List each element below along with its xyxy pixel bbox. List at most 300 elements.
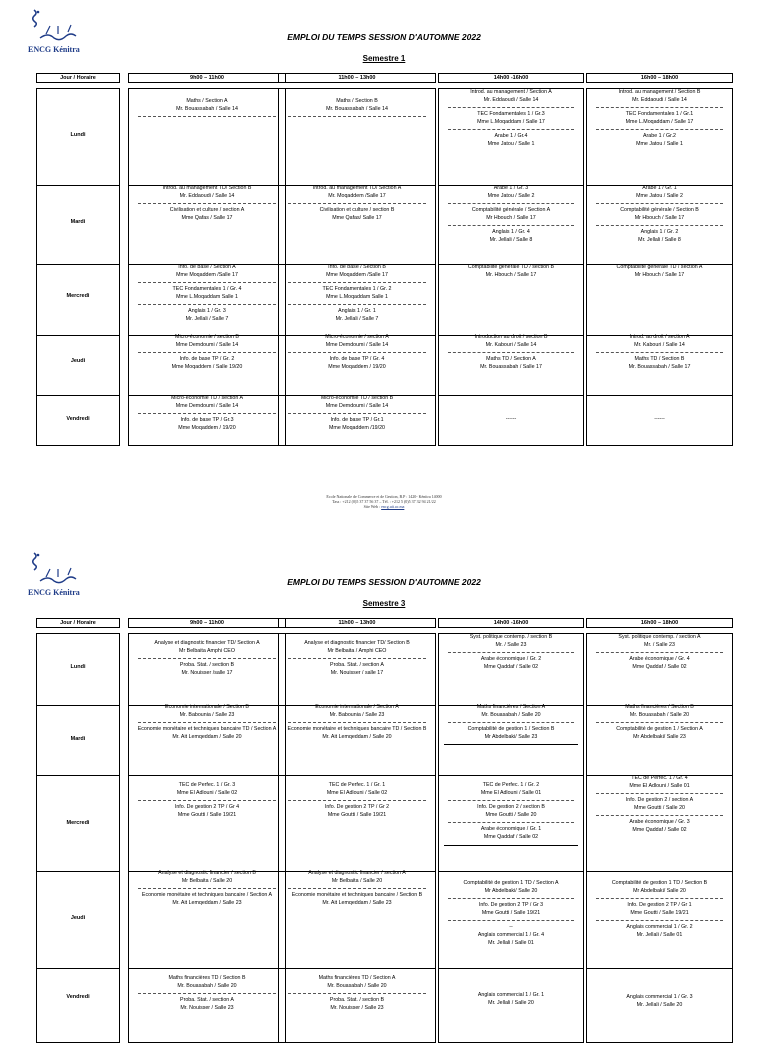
course-entry (280, 782, 434, 797)
course-line: Economie internationale / Section A (315, 704, 399, 710)
course-line: Mme Qaddaf / Salle 02 (632, 663, 687, 670)
course-line: Mr. Bouasabah / Salle 20 (177, 982, 237, 989)
course-line: Mr. Nouisser / Salle 23 (330, 1004, 384, 1011)
course-line: Mr. Jellali / Salle 7 (185, 315, 229, 322)
course-entry (130, 662, 284, 677)
course-line: Anglais commercial 1 / Gr. 1 (477, 992, 545, 998)
course-line: Anglais 1 / Gr. 1 (338, 308, 376, 315)
course-line: Arabe 1 / Gr. 1 (642, 185, 677, 191)
course-line: Syst. politique contemp. / section B (469, 634, 553, 640)
course-entry (280, 726, 434, 741)
course-line: Mme Demdoumi / Salle 14 (325, 341, 389, 348)
course-line: Mme Jatou / Salle 1 (636, 140, 683, 147)
course-line: Info. de base TP / Gr.1 (330, 417, 384, 424)
course-line: Analyse et diagnostic financier TD/ Section B (304, 640, 410, 646)
course-entry (440, 356, 582, 371)
course-line: Mr Hbouch / Salle 17 (486, 214, 536, 221)
course-line: Mr. Nouisser / salle 17 (330, 669, 384, 676)
course-entry (130, 975, 284, 990)
course-entry (130, 804, 284, 819)
course-line: Mme Moqaddem /Salle 17 (326, 271, 388, 278)
course-line: Arabe économique / Gr. 2 (480, 656, 542, 663)
course-entry (280, 662, 434, 677)
course-entry (280, 334, 434, 349)
course-line: Maths financières / Section A (476, 704, 546, 710)
course-line: Comptabilité générale TD / section A (616, 264, 703, 270)
semester-label: Semestre 1 (362, 54, 406, 63)
course-entry (440, 826, 582, 841)
course-line: Mme Qafas/ Salle 17 (332, 214, 382, 221)
header-slot-3: 14h00 -16h00 (438, 73, 584, 83)
course-line: Mr. / Salle 23 (495, 641, 527, 648)
s3-mardi-11h (280, 704, 434, 741)
course-line: Mme Moqaddem / Salle 19/20 (171, 363, 243, 370)
day-lundi: Lundi (70, 132, 86, 138)
course-entry (588, 89, 731, 104)
s1-mardi-16h (588, 185, 731, 245)
course-entry (588, 819, 731, 834)
course-entry (130, 417, 284, 432)
course-entry (280, 207, 434, 222)
s1-vendredi-9h (130, 395, 284, 432)
course-entry (130, 286, 284, 301)
page-title-2: EMPLOI DU TEMPS SESSION D'AUTOMNE 2022 (287, 577, 481, 587)
course-entry (130, 334, 284, 349)
course-line: TEC Fondamentales 1 / Gr.1 (625, 111, 694, 118)
course-line: TEC de Perfec. 1 / Gr. 1 (328, 782, 386, 788)
course-line: Mr Abdelbaki/ Salle 20 (484, 887, 538, 894)
course-line: Mr. Eddaoudi / Salle 14 (179, 192, 235, 199)
s1-mercredi-14h (440, 264, 582, 279)
course-entry (440, 704, 582, 719)
course-line: Mme Moqaddem / 19/20 (328, 363, 386, 370)
footer (0, 494, 768, 509)
course-entry (130, 892, 284, 907)
course-entry (280, 308, 434, 323)
course-line: Mme Jatou / Salle 1 (487, 140, 535, 147)
header-slot-2: 11h00 – 13h00 (278, 618, 436, 628)
course-line: Mr. Jellali / Salle 20 (488, 999, 534, 1006)
s3-mardi-16h (588, 704, 731, 741)
s1-mercredi-9h (130, 264, 284, 324)
s1-jeudi-9h (130, 334, 284, 371)
course-line: Mr. Jellali / Salle 01 (636, 931, 683, 938)
course-line: Mr. Babounia / Salle 23 (329, 711, 385, 718)
s1-vendredi-11h (280, 395, 434, 432)
day-vendredi: Vendredi (66, 994, 90, 1000)
course-line: Mr. Bouassabah / Salle 17 (480, 363, 542, 370)
course-line: Micro-économie TD / section B (320, 395, 394, 401)
s1-mardi-14h (440, 185, 582, 245)
course-line: Mme Moqaddem /19/20 (329, 424, 385, 431)
course-entry (588, 207, 731, 222)
course-line: Analyse et diagnostic financier / section A (308, 870, 406, 876)
s3-lundi-14h (440, 634, 582, 671)
course-line: Arabe économique / Gr. 1 (480, 826, 542, 833)
course-line: Comptabilité de gestion 1 / Section B (467, 726, 555, 733)
day-lundi: Lundi (70, 664, 86, 670)
course-line: Economie monétaire et techniques bancaire / Section B (291, 892, 423, 899)
course-entry (130, 782, 284, 797)
course-line: Introd. au management / Section B (618, 89, 701, 95)
course-entry (130, 264, 284, 279)
course-entry (588, 726, 731, 741)
header-slot-4: 16h00 – 18h00 (586, 73, 733, 83)
s1-lundi-16h (588, 89, 731, 149)
course-line: Analyse et diagnostic financier TD/ Section A (154, 640, 260, 646)
s3-vendredi-16h (588, 994, 731, 1009)
course-entry (588, 656, 731, 671)
course-line: Mr. Jellali / Salle 7 (335, 315, 379, 322)
course-line: Mr. Nouisser /salle 17 (181, 669, 233, 676)
course-line: Mr. Jellali / Salle 8 (638, 236, 681, 243)
course-line: Mr Belbaita / Amphi CEO (327, 647, 387, 654)
s1-lundi-11h (280, 98, 434, 120)
course-entry (588, 880, 731, 895)
course-line: Comptabilité générale / Section B (620, 207, 699, 214)
course-entry (440, 185, 582, 200)
course-line: Mr. Kabouri / Salle 14 (634, 341, 685, 348)
course-line: Mme Qaddaf / Salle 02 (483, 833, 539, 840)
course-line: Info. De gestion 2 / section B (477, 804, 545, 811)
course-line: Mr Hbouch / Salle 17 (634, 214, 685, 221)
course-entry (130, 207, 284, 222)
page-title: EMPLOI DU TEMPS SESSION D'AUTOMNE 2022 (287, 32, 481, 42)
course-entry (280, 417, 434, 432)
course-entry (440, 726, 582, 741)
course-entry (440, 656, 582, 671)
course-line: Mme El Adlouni / Salle 02 (176, 789, 238, 796)
s3-vendredi-14h (440, 992, 582, 1007)
course-entry (280, 975, 434, 990)
course-entry (588, 264, 731, 279)
course-entry (130, 98, 284, 113)
footer-phone: Tass : +212 (0)5 37 37 56 37 – Tél. : +212 5 (0)5 37 32 94 21/22 (332, 499, 436, 504)
course-entry (588, 902, 731, 917)
day-mardi: Mardi (70, 736, 86, 742)
course-line: TEC Fondamentales 1 / Gr.3 (477, 111, 545, 118)
course-entry (440, 111, 582, 126)
course-line: Introd. au droit / section A (629, 334, 690, 340)
course-line: Mr. Hbouch / Salle 17 (485, 271, 537, 278)
course-line: Mr Hbouch / Salle 17 (634, 271, 685, 278)
timetable-semestre-1 (36, 73, 733, 446)
course-entry (588, 634, 731, 649)
course-line: Arabe 1 / Gr.2 (643, 133, 676, 140)
s3-lundi-9h (130, 640, 284, 677)
course-line: Info. De gestion 2 TP / Gr 1 (627, 902, 692, 909)
course-line: Anglais 1 / Gr. 3 (188, 308, 226, 315)
course-entry (130, 726, 284, 741)
footer-web-link[interactable]: encg.uit.ac.ma (381, 504, 405, 509)
course-line: Info. de base / Section A (178, 264, 236, 270)
semester-label-3: Semestre 3 (362, 599, 406, 608)
course-line: Economie internationale / Section B (165, 704, 249, 710)
course-entry (130, 185, 284, 200)
course-line: Mr. Ait Lemqeddam / Salle 20 (322, 733, 392, 740)
course-line: Arabe 1 / Gr. 3 (493, 185, 529, 191)
course-line: Mme L.Moqaddam Salle 1 (326, 293, 388, 300)
s1-lundi-9h (130, 98, 284, 120)
s1-vendredi-14h: ------ (505, 416, 517, 422)
course-entry (280, 892, 434, 907)
course-line: Mr Belbaita / Salle 20 (331, 877, 383, 884)
course-entry (130, 640, 284, 655)
brand-name: ENCG Kénitra (28, 588, 80, 597)
course-line: Micro-économie / section A (325, 334, 389, 340)
course-line: Introd. au management TD/ Section B (162, 185, 252, 191)
day-mardi: Mardi (70, 219, 86, 225)
course-line: Maths financières / Section B (625, 704, 694, 710)
course-entry (440, 992, 582, 1007)
course-entry (588, 994, 731, 1009)
course-line: Mme El Adlouni / Salle 01 (480, 789, 542, 796)
course-line: Comptabilité de gestion 1 / Section A (616, 726, 703, 733)
course-line: Proba. Stat. / section A (330, 662, 384, 669)
s3-vendredi-9h (130, 975, 284, 1012)
course-line: Anglais 1 / Gr. 4 (492, 229, 530, 236)
course-line: Syst. politique contemp. / section A (618, 634, 701, 640)
s3-mercredi-14h (440, 782, 582, 849)
course-entry (588, 334, 731, 349)
header-day: Jour / Horaire (36, 73, 120, 83)
course-entry (588, 185, 731, 200)
course-line: Mr Belbaita / Salle 20 (181, 877, 233, 884)
course-line: Mr. Jellali / Salle 20 (636, 1001, 683, 1008)
course-entry (280, 804, 434, 819)
course-line: Mr Abdelbaki/ Salle 23 (484, 733, 538, 740)
course-line: Maths financières TD / Section A (318, 975, 396, 981)
course-entry (588, 924, 731, 939)
course-line: Mme Goutti / Salle 20 (634, 804, 685, 811)
course-line: Info. de base TP / Gr.3 (180, 417, 234, 424)
course-entry (440, 902, 582, 917)
course-line: Mme Goutti / Salle 19/21 (630, 909, 689, 916)
course-entry (588, 111, 731, 126)
course-line: Info. de base / Section B (328, 264, 386, 270)
course-line: Mr. Bouassabah / Salle 14 (176, 105, 238, 112)
course-line: Micro-économie TD / section A (170, 395, 244, 401)
course-entry (130, 997, 284, 1012)
course-line: TEC de Perfec. 1 / Gr. 2 (482, 782, 540, 788)
course-line: Info. de base TP / Gr. 2 (179, 356, 235, 363)
course-line: Mr. Kabouri / Salle 14 (485, 341, 537, 348)
course-line: Micro-économie / section B (175, 334, 239, 340)
course-line: Arabe 1 / Gr.4 (494, 133, 528, 140)
footer-address: Ecole Nationale de Commerce et de Gestion, B.P : 1420- Kénitra 14000 (326, 494, 442, 499)
s3-mardi-9h (130, 704, 284, 741)
course-line: Mme Moqaddem /Salle 17 (176, 271, 238, 278)
course-line: Mme Qafas / Salle 17 (181, 214, 233, 221)
course-line: TEC Fondamentales 1 / Gr. 2 (322, 286, 392, 293)
course-line: Info. De gestion 2 TP / Gr 2 (324, 804, 390, 811)
s1-mardi-11h (280, 185, 434, 222)
course-line: Proba. Stat. / section B (179, 662, 235, 669)
course-line: Maths / Section B (336, 98, 378, 104)
course-line: Mme Goutti / Salle 20 (485, 811, 537, 818)
course-entry (440, 804, 582, 819)
brand-name: ENCG Kénitra (28, 45, 80, 54)
course-line: Mr. Bouasabah / Salle 20 (629, 711, 690, 718)
day-vendredi: Vendredi (66, 416, 90, 422)
course-entry (588, 133, 731, 148)
day-jeudi: Jeudi (70, 358, 86, 364)
course-line: Arabe économique / Gr. 4 (629, 656, 690, 663)
course-line: Mme Goutti / Salle 19/21 (327, 811, 387, 818)
course-line: Mr. Nouisser / Salle 23 (180, 1004, 234, 1011)
course-line: Comptabilité générale / Section A (471, 207, 551, 214)
footer-web-label: Site Web : (363, 504, 381, 509)
s3-jeudi-14h (440, 880, 582, 947)
course-entry (588, 229, 731, 244)
header-slot-4: 16h00 – 18h00 (586, 618, 733, 628)
course-entry (130, 704, 284, 719)
s1-jeudi-14h (440, 334, 582, 371)
day-mercredi: Mercredi (66, 293, 90, 299)
course-line: -- (509, 924, 513, 931)
course-entry (130, 870, 284, 885)
course-line: Comptabilité générale TD / section B (467, 264, 555, 270)
course-line: Mme L.Moqaddam / Salle 17 (477, 118, 545, 125)
course-entry (280, 264, 434, 279)
course-line: Proba. Stat. / section A (180, 997, 234, 1004)
s3-lundi-11h (280, 640, 434, 677)
course-line: Anglais commercial 1 / Gr. 3 (626, 994, 693, 1000)
course-line: Maths TD / Section B (634, 356, 685, 363)
course-line: Arabe économique / Gr. 3 (629, 819, 690, 826)
course-entry (588, 797, 731, 812)
course-entry (280, 286, 434, 301)
s3-jeudi-16h (588, 880, 731, 940)
course-line: Mme Moqaddem / 19/20 (178, 424, 236, 431)
course-line: Mme L.Moqaddam / Salle 17 (625, 118, 694, 125)
s1-jeudi-16h (588, 334, 731, 371)
course-line: Mme Demdoumi / Salle 14 (175, 341, 239, 348)
course-line: TEC de Perfec. 1 / Gr. 3 (178, 782, 236, 788)
day-jeudi: Jeudi (70, 915, 86, 921)
course-line: Mr. Bouasabah / Salle 20 (481, 711, 541, 718)
course-line: Maths / Section A (186, 98, 228, 104)
course-line: Mr. Bouassabah / Salle 17 (628, 363, 691, 370)
course-entry (280, 98, 434, 113)
course-line: Proba. Stat. / section B (329, 997, 385, 1004)
course-entry (588, 356, 731, 371)
s1-lundi-14h (440, 89, 582, 149)
course-line: Analyse et diagnostic financier / section B (158, 870, 256, 876)
header-slot-2: 11h00 – 13h00 (278, 73, 436, 83)
course-entry (280, 704, 434, 719)
course-line: Mr. Ait Lemqeddam / Salle 23 (172, 899, 242, 906)
s3-mercredi-11h (280, 782, 434, 819)
course-line: Anglais commercial 1 / Gr. 2 (626, 924, 693, 931)
course-entry (280, 870, 434, 885)
course-line: Mme Demdoumi / Salle 14 (175, 402, 239, 409)
course-line: Mr. Ait Lemqeddam / Salle 23 (322, 899, 392, 906)
course-line: Mme Qaddaf / Salle 02 (483, 663, 539, 670)
s1-mercredi-16h (588, 264, 731, 279)
course-line: TEC Fondamentales 1 / Gr. 4 (172, 286, 242, 293)
course-line: Info. De gestion 2 TP / Gr 4 (174, 804, 240, 811)
s1-mercredi-11h (280, 264, 434, 324)
course-line: Economie monétaire et techniques bancaire TD / Section B (287, 726, 427, 733)
course-entry (440, 634, 582, 649)
course-entry (280, 185, 434, 200)
course-line: Mr. Jellali / Salle 8 (489, 236, 533, 243)
course-line: Civilisation et culture / section B (319, 207, 395, 214)
course-line: Mr. Eddaoudi / Salle 14 (483, 96, 539, 103)
course-line: Mr. Eddaoudi / Salle 14 (632, 96, 687, 103)
course-line: Mme Jatou / Salle 2 (487, 192, 535, 199)
course-line: Mr. Ait Lemqeddam / Salle 20 (172, 733, 242, 740)
course-line: Mme El Adlouni / Salle 02 (326, 789, 388, 796)
course-line: Mme El Adlouni / Salle 01 (629, 782, 690, 789)
course-line: Civilisation et culture / section A (169, 207, 245, 214)
course-line: Mme Demdoumi / Salle 14 (325, 402, 389, 409)
course-entry (130, 356, 284, 371)
course-line: Mr. Bouassabah / Salle 14 (326, 105, 388, 112)
course-entry (280, 395, 434, 410)
header-slot-1: 9h00 – 11h00 (128, 73, 286, 83)
course-entry (440, 89, 582, 104)
header-slot-3: 14h00 -16h00 (438, 618, 584, 628)
s1-jeudi-11h (280, 334, 434, 371)
course-entry (588, 704, 731, 719)
course-line: Info. de base TP / Gr. 4 (329, 356, 385, 363)
course-line: Economie monétaire et techniques bancaire / Section A (141, 892, 273, 899)
course-line: Mr. Bouasabah / Salle 20 (327, 982, 387, 989)
course-line: TEC de Perfec. 1 / Gr. 4 (631, 775, 688, 781)
course-line: Mr Abdelbaki/ Salle 23 (633, 733, 686, 740)
course-entry (440, 924, 582, 947)
course-entry (280, 356, 434, 371)
course-entry (440, 782, 582, 797)
course-line: Mr. Babounia / Salle 23 (179, 711, 235, 718)
s3-jeudi-11h (280, 870, 434, 907)
s3-mercredi-9h (130, 782, 284, 819)
course-line: Anglais 1 / Gr. 2 (640, 229, 679, 236)
course-line: Comptabilité de gestion 1 TD / Section B (611, 880, 708, 886)
course-line: Mr. Moqaddem /Salle 17 (328, 192, 386, 199)
course-line: Anglais commercial 1 / Gr. 4 (477, 931, 545, 938)
course-line: Mr. / Salle 23 (644, 641, 675, 648)
course-line: Info. De gestion 2 / section A (625, 797, 694, 804)
course-entry (440, 334, 582, 349)
course-line: Mme Qaddaf / Salle 02 (632, 826, 687, 833)
day-mercredi: Mercredi (66, 820, 90, 826)
course-entry (130, 308, 284, 323)
header-day: Jour / Horaire (36, 618, 120, 628)
course-entry (280, 997, 434, 1012)
course-line: Mr. Jellali / Salle 01 (488, 939, 534, 946)
course-entry (130, 395, 284, 410)
header-slot-1: 9h00 – 11h00 (128, 618, 286, 628)
course-line: Introduction au droit / section B (474, 334, 548, 340)
course-line: Comptabilité de gestion 1 TD / Section A (463, 880, 559, 886)
course-line: Mme Jatou / Salle 2 (636, 192, 683, 199)
course-line: Mr Belbaita Amphi CEO (179, 647, 235, 654)
s3-lundi-16h (588, 634, 731, 671)
course-entry (280, 640, 434, 655)
s3-mercredi-16h (588, 775, 731, 835)
course-line: Mme Goutti / Salle 19/21 (177, 811, 237, 818)
course-entry (440, 133, 582, 148)
course-entry (440, 880, 582, 895)
course-entry (588, 775, 731, 790)
course-line: Introd. au management / Section A (470, 89, 552, 95)
s1-mardi-9h (130, 185, 284, 222)
course-line: Mr Abdelbaki/ Salle 20 (633, 887, 686, 894)
s3-mardi-14h (440, 704, 582, 748)
